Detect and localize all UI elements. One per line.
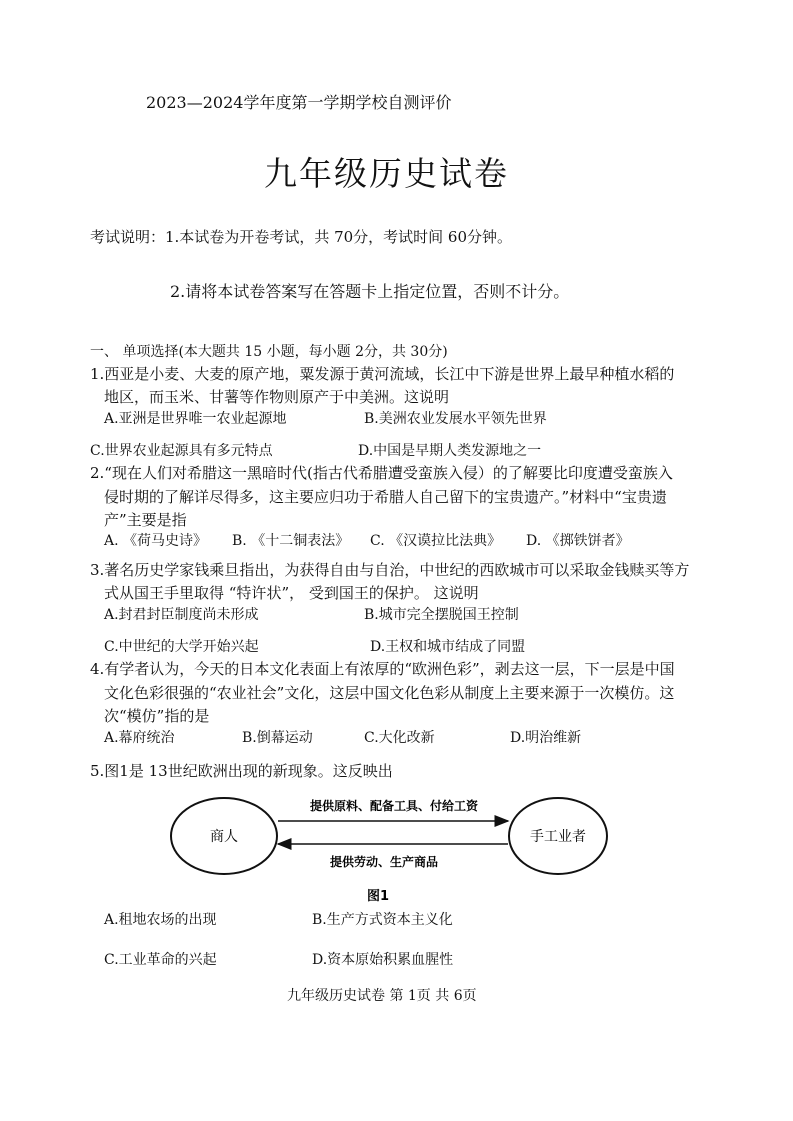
q3-option-d: D.王权和城市结成了同盟 xyxy=(370,639,526,655)
q5-option-a: A.租地农场的出现 xyxy=(104,912,217,928)
q2-stem-line3: 产”主要是指 xyxy=(104,511,187,529)
q3-stem-line1: 3.著名历史学家钱乘旦指出，为获得自由与自治，中世纪的西欧城市可以采取金钱赎买等方 xyxy=(90,561,690,579)
q5-option-d: D.资本原始积累血腥性 xyxy=(312,952,454,968)
q5-option-b: B.生产方式资本主义化 xyxy=(312,912,453,928)
top-arrow-label: 提供原料、配备工具、付给工资 xyxy=(309,799,479,813)
figure-caption: 图1 xyxy=(366,889,390,904)
q4-stem-line1: 4.有学者认为，今天的日本文化表面上有浓厚的“欧洲色彩”，剥去这一层，下一层是中国 xyxy=(90,660,675,678)
section-heading: 一、 单项选择(本大题共 15 小题，每小题 2分，共 30分) xyxy=(90,344,448,360)
page-footer: 九年级历史试卷 第 1页 共 6页 xyxy=(287,988,477,1004)
page-title: 九年级历史试卷 xyxy=(264,154,509,193)
exam-subtitle: 2023—2024学年度第一学期学校自测评价 xyxy=(146,93,452,112)
q2-option-b: B. 《十二铜表法》 xyxy=(232,533,350,549)
bottom-arrow-label: 提供劳动、生产商品 xyxy=(329,855,439,869)
exam-note-2: 2.请将本试卷答案写在答题卡上指定位置，否则不计分。 xyxy=(170,282,570,301)
q1-option-a: A.亚洲是世界唯一农业起源地 xyxy=(104,411,287,427)
q1-option-c: C.世界农业起源具有多元特点 xyxy=(90,443,273,459)
q5-option-c: C.工业革命的兴起 xyxy=(104,952,217,968)
q4-option-c: C.大化改新 xyxy=(364,730,435,746)
q3-option-c: C.中世纪的大学开始兴起 xyxy=(104,639,259,655)
q3-stem-line2: 式从国王手里取得 “特许状”， 受到国王的保护。 这说明 xyxy=(104,584,479,602)
q1-option-b: B.美洲农业发展水平领先世界 xyxy=(364,411,547,427)
q2-option-a: A. 《荷马史诗》 xyxy=(104,533,208,549)
merchant-label: 商人 xyxy=(210,829,238,845)
q2-stem-line2: 侵时期的了解详尽得多，这主要应归功于希腊人自己留下的宝贵遗产。”材料中“宝贵遗 xyxy=(104,488,667,506)
q2-option-c: C. 《汉谟拉比法典》 xyxy=(370,533,502,549)
q3-option-b: B.城市完全摆脱国王控制 xyxy=(364,607,519,623)
q5-stem: 5.图1是 13世纪欧洲出现的新现象。这反映出 xyxy=(90,762,393,780)
q4-option-b: B.倒幕运动 xyxy=(242,730,313,746)
q1-option-d: D.中国是早期人类发源地之一 xyxy=(358,443,542,459)
q4-stem-line2: 文化色彩很强的“农业社会”文化，这层中国文化色彩从制度上主要来源于一次模仿。这 xyxy=(104,684,675,702)
exam-note-1: 考试说明：1.本试卷为开卷考试，共 70分，考试时间 60分钟。 xyxy=(90,228,513,246)
q3-option-a: A.封君封臣制度尚未形成 xyxy=(104,607,259,623)
q4-stem-line3: 次“模仿”指的是 xyxy=(104,707,210,725)
q2-stem-line1: 2.“现在人们对希腊这一黑暗时代(指古代希腊遭受蛮族入侵）的了解要比印度遭受蛮族入 xyxy=(90,464,673,482)
q4-option-d: D.明治维新 xyxy=(510,730,582,746)
craftsman-label: 手工业者 xyxy=(530,829,586,845)
figure-1-diagram xyxy=(168,784,608,904)
q1-stem-line1: 1.西亚是小麦、大麦的原产地，粟发源于黄河流域，长江中下游是世界上最早种植水稻的 xyxy=(90,365,675,383)
q1-stem-line2: 地区，而玉米、甘薯等作物则原产于中美洲。这说明 xyxy=(104,388,450,406)
q4-option-a: A.幕府统治 xyxy=(104,730,175,746)
q2-option-d: D. 《掷铁饼者》 xyxy=(526,533,630,549)
